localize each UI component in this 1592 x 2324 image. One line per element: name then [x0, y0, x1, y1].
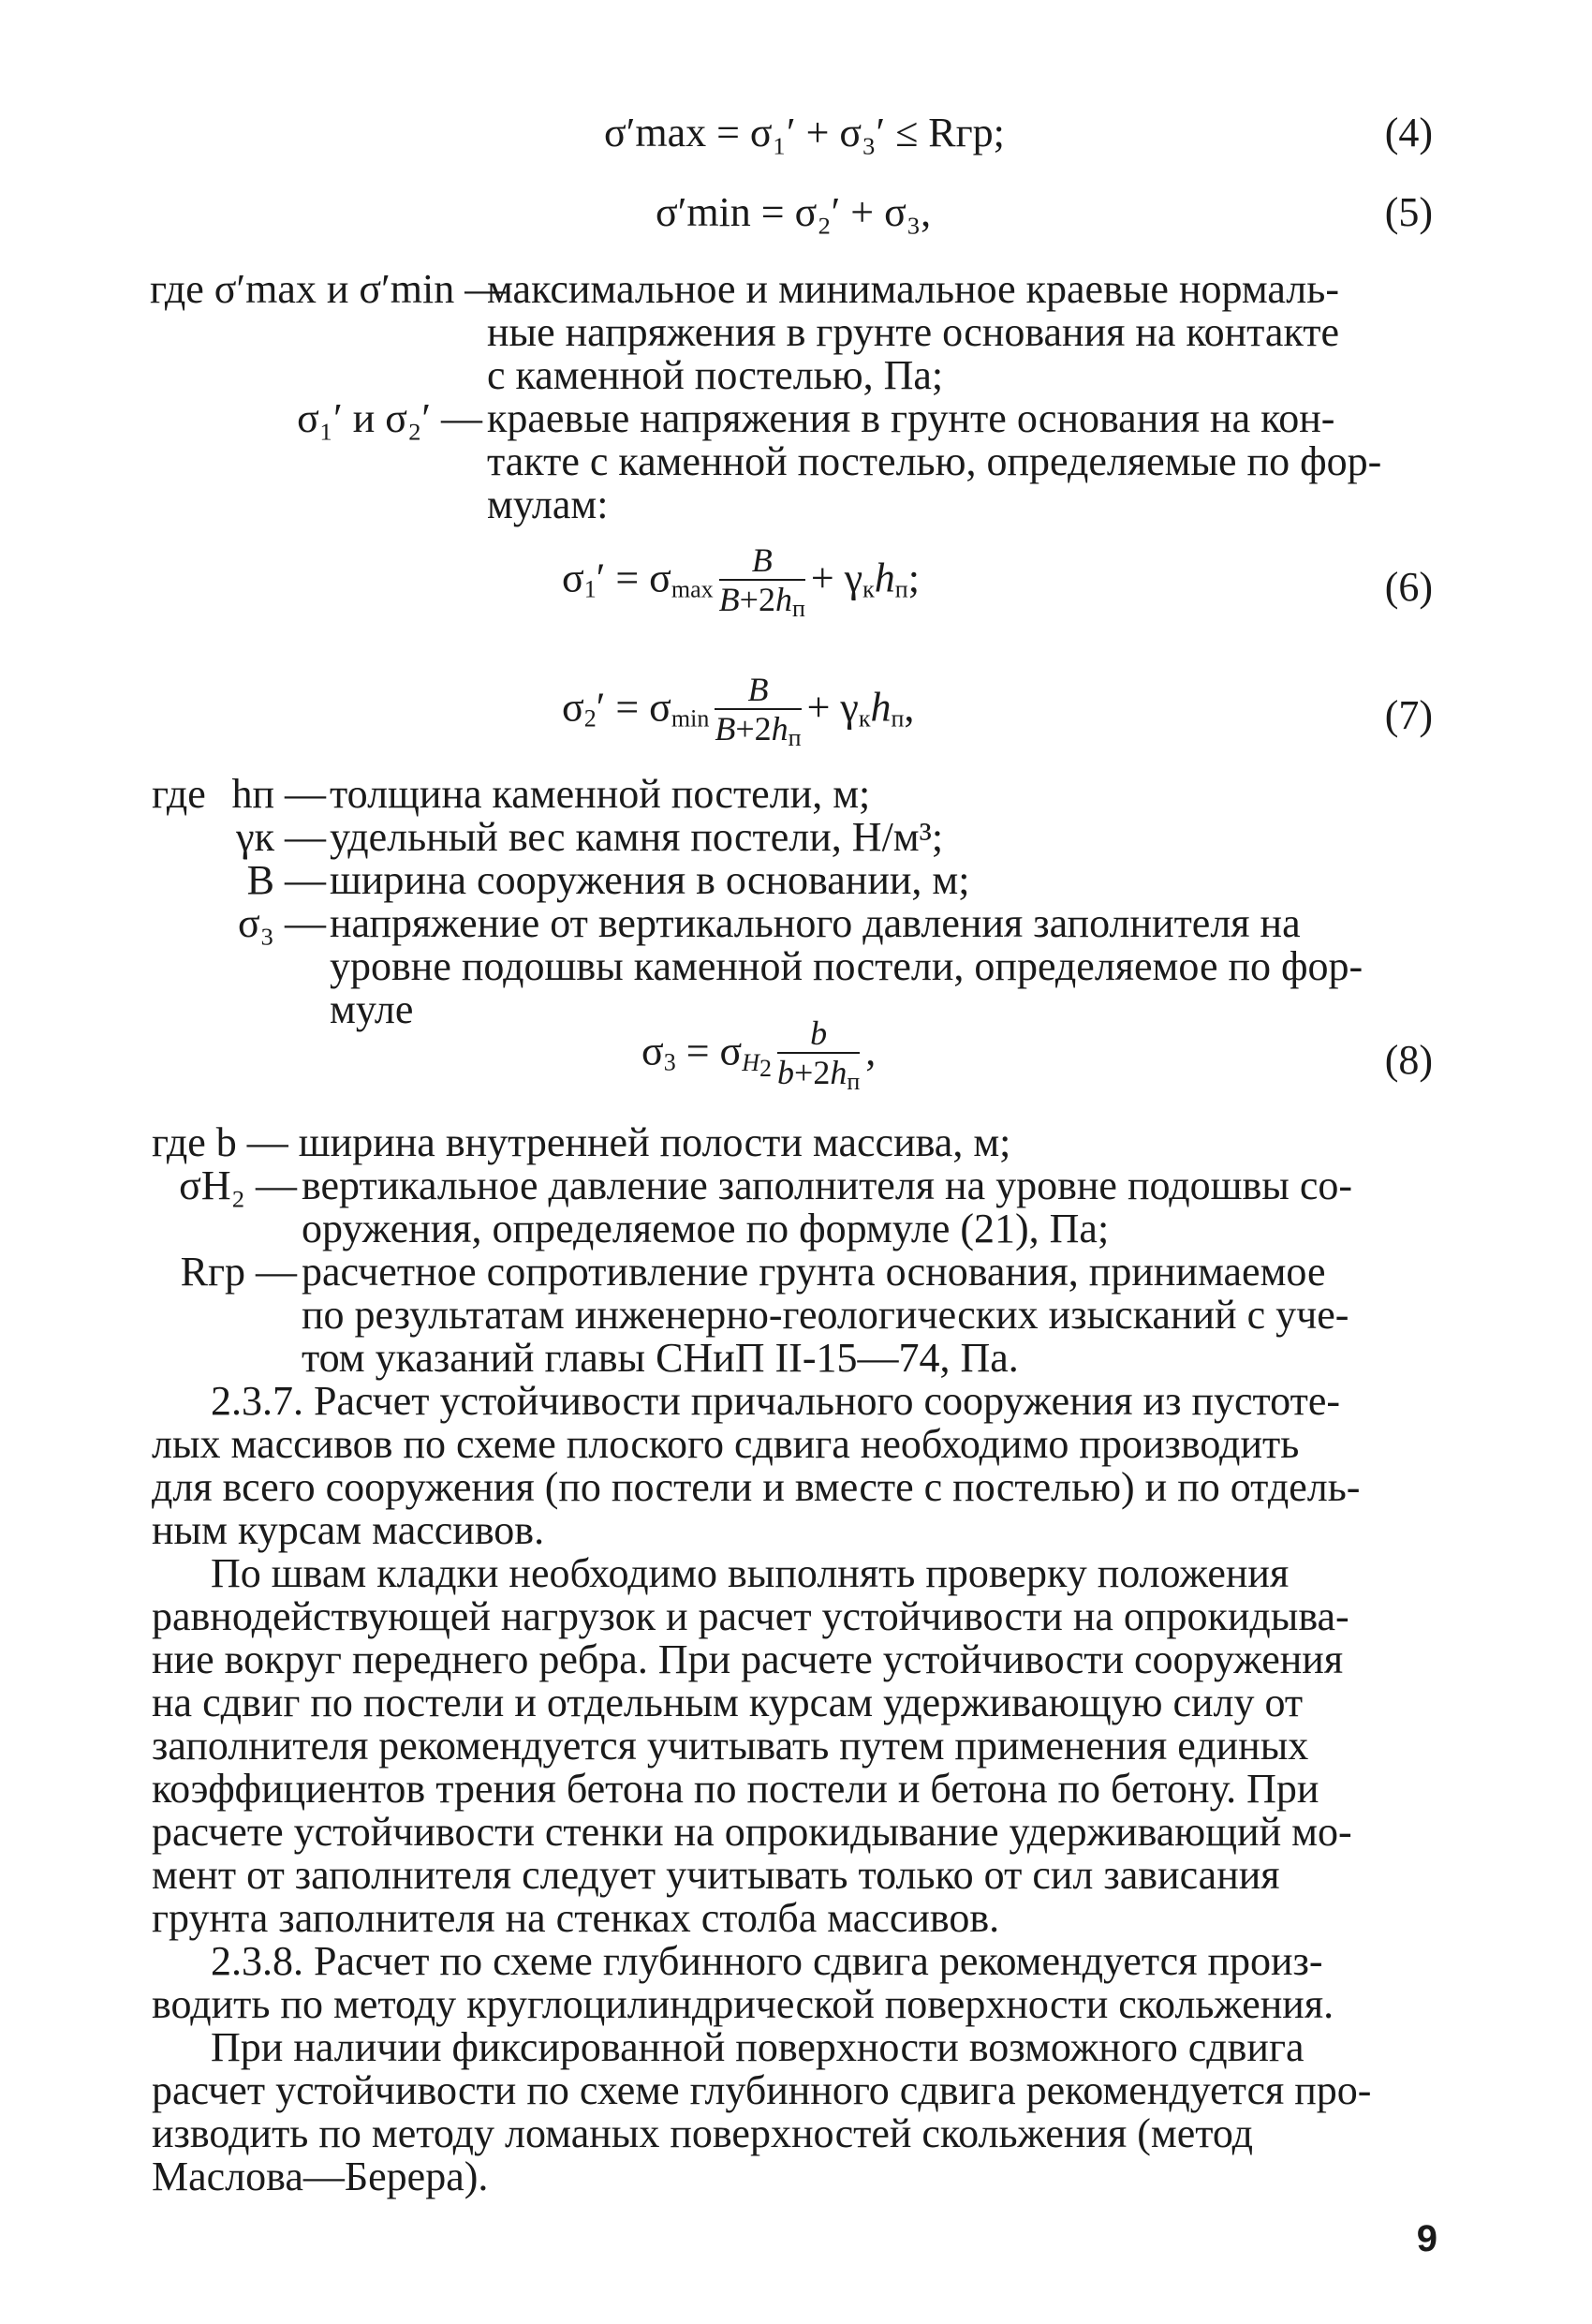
- def-term-hp: hп —: [231, 771, 326, 817]
- def-text-line: муле: [330, 986, 414, 1032]
- def-term-rgr: Rгр —: [180, 1249, 297, 1295]
- para-seams-line: расчете устойчивости стенки на опрокидывание удерживающий мо-: [152, 1809, 1352, 1855]
- def-text-line: такте с каменной постелью, определяемые по фор-: [487, 438, 1382, 484]
- formula-7-number: (7): [1384, 692, 1433, 738]
- def-text-line: ные напряжения в грунте основания на контакте: [487, 309, 1339, 355]
- formula-5-number: (5): [1384, 189, 1433, 235]
- para-238-line: 2.3.8. Расчет по схеме глубинного сдвига рекомендуется произ-: [211, 1938, 1323, 1984]
- def-term-sigma3: σ₃ —: [237, 900, 326, 946]
- para-237-line: ным курсам массивов.: [152, 1507, 545, 1553]
- para-237-line: лых массивов по схеме плоского сдвига необходимо производить: [152, 1421, 1300, 1467]
- para-seams-line: ние вокруг переднего ребра. При расчете устойчивости сооружения: [152, 1636, 1344, 1682]
- para-seams-line: на сдвиг по постели и отдельным курсам удерживающую силу от: [152, 1680, 1304, 1725]
- para-237-line: для всего сооружения (по постели и вместе с постелью) и по отдель-: [152, 1464, 1361, 1510]
- para-seams-line: мент от заполнителя следует учитывать только от сил зависания: [152, 1852, 1280, 1898]
- def-text-line: оружения, определяемое по формуле (21), Па;: [302, 1206, 1110, 1251]
- def-term-b: B —: [246, 857, 326, 903]
- def-term-sigma-h2: σH₂ —: [179, 1162, 297, 1208]
- def-text-line: расчетное сопротивление грунта основания, принимаемое: [302, 1249, 1326, 1295]
- formula-4: σ′max = σ₁′ + σ₃′ ≤ Rгр;: [604, 110, 1005, 155]
- def-text-gamma: удельный вес камня постели, Н/м³;: [330, 814, 944, 860]
- formula-6-number: (6): [1384, 564, 1433, 610]
- def-term-sigma-max-min: где σ′max и σ′min —: [150, 266, 507, 312]
- para-fixed-line: При наличии фиксированной поверхности возможного сдвига: [211, 2024, 1305, 2070]
- def-text-line: по результатам инженерно-геологических изысканий с уче-: [302, 1292, 1349, 1338]
- def-text-line: краевые напряжения в грунте основания на кон-: [487, 395, 1335, 441]
- def-text-line: мулам:: [487, 481, 609, 527]
- page-number: 9: [1416, 2218, 1437, 2259]
- para-seams-line: равнодействующей нагрузок и расчет устойчивости на опрокидыва-: [152, 1593, 1349, 1639]
- def-b-line: где b — ширина внутренней полости массива, м;: [152, 1119, 1011, 1165]
- def-text-line: вертикальное давление заполнителя на уровне подошвы со-: [302, 1162, 1353, 1208]
- formula-8-number: (8): [1384, 1037, 1433, 1083]
- def-term-sigma1-sigma2: σ₁′ и σ₂′ —: [297, 395, 482, 441]
- where-label: где: [152, 771, 206, 817]
- para-seams-line: заполнителя рекомендуется учитывать путем применения единых: [152, 1723, 1309, 1769]
- formula-5: σ′min = σ₂′ + σ₃,: [656, 189, 932, 235]
- def-text-line: максимальное и минимальное краевые нормаль-: [487, 266, 1339, 312]
- def-text-hp: толщина каменной постели, м;: [330, 771, 871, 817]
- def-text-line: том указаний главы СНиП II-15—74, Па.: [302, 1335, 1019, 1381]
- def-text-b: ширина сооружения в основании, м;: [330, 857, 970, 903]
- def-text-sigma3: напряжение от вертикального давления заполнителя на: [330, 900, 1301, 946]
- formula-8: $\sigma_3 = \sigma_{H_2}$ $\frac{b}{b+2h_п}$ ,: [641, 1014, 877, 1095]
- def-text-line: с каменной постелью, Па;: [487, 352, 944, 398]
- para-seams-line: грунта заполнителя на стенках столба массивов.: [152, 1895, 1000, 1941]
- formula-6: $\sigma_1' = \sigma_{max}$ $\frac{B}{B+2h_п}$ + $\gamma_кh_п$;: [562, 541, 920, 622]
- formula-7: $\sigma_2' = \sigma_{min}$ $\frac{B}{B+2h_п}$ + $\gamma_кh_п$,: [562, 671, 915, 751]
- def-term-gamma: γк —: [236, 814, 326, 860]
- formula-4-number: (4): [1384, 110, 1433, 155]
- para-238-line: водить по методу круглоцилиндрической поверхности скольжения.: [152, 1981, 1334, 2027]
- para-seams-line: коэффициентов трения бетона по постели и бетона по бетону. При: [152, 1766, 1319, 1812]
- para-seams-line: По швам кладки необходимо выполнять проверку положения: [211, 1550, 1290, 1596]
- para-237-line: 2.3.7. Расчет устойчивости причального сооружения из пустоте-: [211, 1378, 1341, 1424]
- para-fixed-line: изводить по методу ломаных поверхностей скольжения (метод: [152, 2110, 1254, 2156]
- para-fixed-line: расчет устойчивости по схеме глубинного сдвига рекомендуется про-: [152, 2067, 1372, 2113]
- def-text-line: уровне подошвы каменной постели, определяемое по фор-: [330, 943, 1364, 989]
- para-fixed-line: Маслова—Берера).: [152, 2154, 489, 2199]
